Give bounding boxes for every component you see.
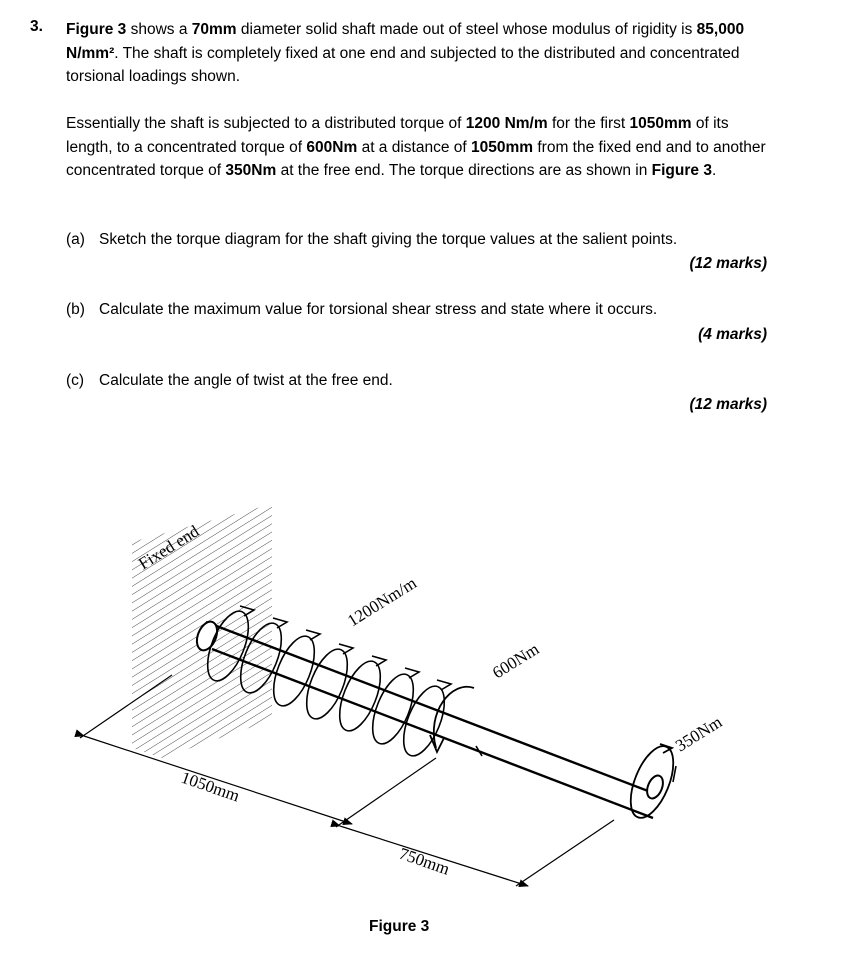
torque-600-label: 600Nm — [489, 639, 543, 683]
part-c-marks: (12 marks) — [689, 396, 767, 413]
diameter-value: 70mm — [191, 21, 237, 38]
torque-350-label: 350Nm — [672, 712, 726, 756]
part-label: (b) — [66, 301, 85, 318]
fixed-end-label: Fixed end — [135, 521, 203, 574]
part-text: Calculate the maximum value for torsional shear stress and state where it occurs. — [99, 301, 658, 318]
torque-600-arc — [430, 687, 482, 756]
question-description: Essentially the shaft is subjected to a distributed torque of 1200 Nm/m for the first 1050mm of its length, to a concentrated torque of 600Nm at a distance of 1050mm from the fixed end and to another concentrated torque of 350Nm at the free end. The torque directions are as shown in Figure 3. — [66, 115, 766, 179]
modulus-value: 85,000 N/mm² — [66, 21, 745, 62]
part-text: Sketch the torque diagram for the shaft giving the torque values at the salient points. — [99, 231, 678, 248]
part-label: (c) — [66, 372, 85, 389]
distributed-torque-value: 1200 Nm/m — [465, 115, 548, 132]
figure-ref: Figure 3 — [651, 162, 712, 179]
part-text: Calculate the angle of twist at the free end. — [99, 372, 393, 389]
torque-600-value: 600Nm — [306, 138, 358, 156]
torque-350-value: 350Nm — [225, 162, 277, 179]
length-value: 1050mm — [629, 115, 692, 132]
distributed-torque-label: 1200Nm/m — [344, 573, 420, 631]
figure-ref: Figure 3 — [66, 21, 127, 38]
question-number: 3. — [30, 18, 43, 35]
figure-caption: Figure 3 — [369, 918, 430, 935]
dim-1050-label: 1050mm — [178, 767, 243, 806]
part-label: (a) — [66, 231, 85, 248]
torque-350-symbol — [622, 740, 682, 823]
question-intro: Figure 3 shows a 70mm diameter solid shaft made out of steel whose modulus of rigidity is 85,000 N/mm². The shaft is completely fixed at one end and subjected to the distributed and concentrated torsional loadings shown. — [66, 21, 745, 85]
dim-750-label: 750mm — [396, 843, 453, 879]
part-b-marks: (4 marks) — [698, 326, 767, 343]
distance-value: 1050mm — [471, 138, 534, 156]
part-a-marks: (12 marks) — [689, 255, 767, 272]
